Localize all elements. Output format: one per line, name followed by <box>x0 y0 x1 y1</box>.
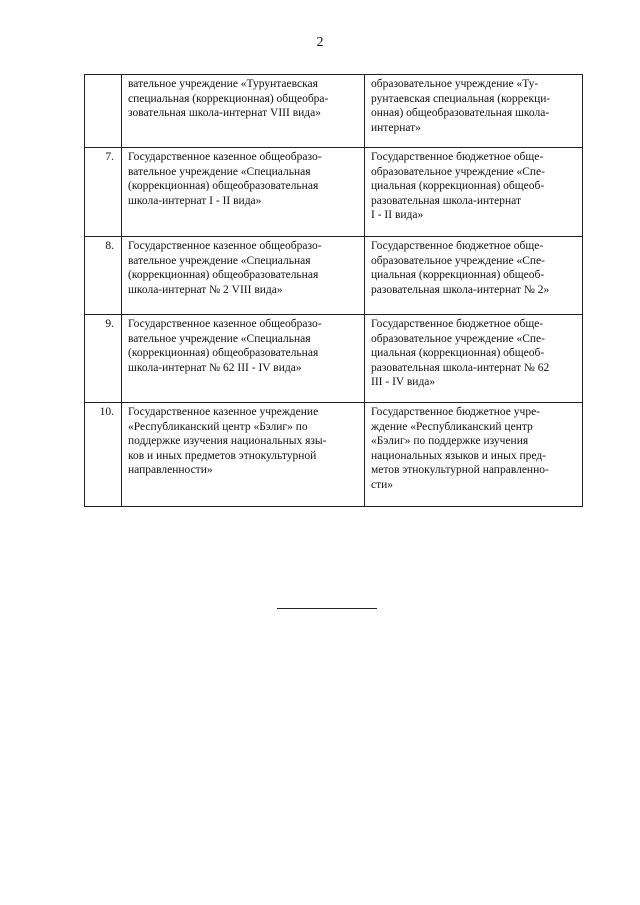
closing-divider-line <box>277 608 377 609</box>
new-institution-name: образовательное учреждение «Ту- рунтаевская специальная (коррекци- онная) общеобразовательная школа- интернат» <box>371 78 551 134</box>
new-name-cell <box>365 148 583 237</box>
row-number: 8. <box>105 240 114 252</box>
old-name-cell <box>122 75 365 148</box>
old-name-cell <box>122 148 365 237</box>
row-number: 10. <box>99 406 114 418</box>
new-institution-name: Государственное бюджетное учре- ждение «Республиканский центр «Бэлиг» по поддержке изучения национальных языков и иных пред- метов этнокультурной направленно- сти» <box>371 406 549 491</box>
page-number: 2 <box>316 35 324 50</box>
institutions-table <box>84 74 583 507</box>
old-institution-name: Государственное казенное общеобразо- вательное учреждение «Специальная (коррекционная) общеобразовательная школа-интернат № 2 VIII вида» <box>128 240 322 296</box>
row-number-cell <box>85 315 122 403</box>
table-row <box>85 148 583 237</box>
table-row <box>85 75 583 148</box>
row-number-cell <box>85 75 122 148</box>
new-name-cell <box>365 237 583 315</box>
table-row <box>85 315 583 403</box>
new-institution-name: Государственное бюджетное обще- образовательное учреждение «Спе- циальная (коррекционная) общеоб- разовательная школа-интернат I - II вида» <box>371 151 545 222</box>
old-institution-name: Государственное казенное общеобразо- вательное учреждение «Специальная (коррекционная) общеобразовательная школа-интернат I - II вида» <box>128 151 322 207</box>
row-number-cell <box>85 237 122 315</box>
new-name-cell <box>365 403 583 507</box>
row-number: 9. <box>105 318 114 330</box>
row-number-cell <box>85 148 122 237</box>
old-institution-name: вательное учреждение «Турунтаевская специальная (коррекционная) общеобра- зовательная школа-интернат VIII вида» <box>128 78 329 120</box>
row-number-cell <box>85 403 122 507</box>
new-name-cell <box>365 315 583 403</box>
old-name-cell <box>122 315 365 403</box>
new-institution-name: Государственное бюджетное обще- образовательное учреждение «Спе- циальная (коррекционная) общеоб- разовательная школа-интернат № 2» <box>371 240 550 296</box>
old-institution-name: Государственное казенное учреждение «Республиканский центр «Бэлиг» по поддержке изучения национальных язы- ков и иных предметов этнокультурной направленности» <box>128 406 327 477</box>
row-number: 7. <box>105 151 114 163</box>
new-name-cell <box>365 75 583 148</box>
old-name-cell <box>122 403 365 507</box>
old-name-cell <box>122 237 365 315</box>
table-row <box>85 403 583 507</box>
old-institution-name: Государственное казенное общеобразо- вательное учреждение «Специальная (коррекционная) общеобразовательная школа-интернат № 62 III - IV вида» <box>128 318 322 374</box>
new-institution-name: Государственное бюджетное обще- образовательное учреждение «Спе- циальная (коррекционная) общеоб- разовательная школа-интернат № 62 III - IV вида» <box>371 318 550 389</box>
row-number <box>85 75 121 77</box>
table-row <box>85 237 583 315</box>
